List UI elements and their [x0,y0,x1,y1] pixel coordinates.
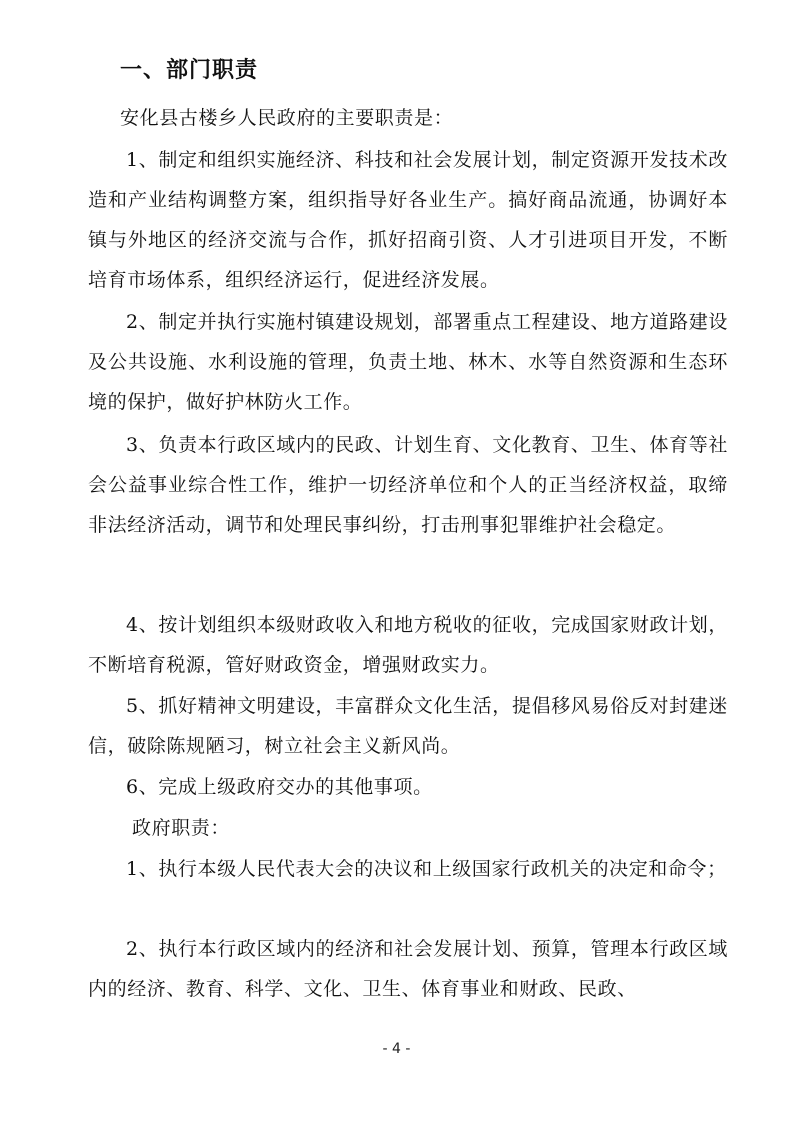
section-heading: 一、部门职责 [120,58,259,83]
government-duty-item-2: 2、执行本行政区域内的经济和社会发展计划、预算，管理本行政区域内的经济、教育、科学、文化、卫生、体育事业和财政、民政、 [88,938,728,1000]
duty-item-3: 3、负责本行政区域内的民政、计划生育、文化教育、卫生、体育等社会公益事业综合性工作，维护一切经济单位和个人的正当经济权益，取缔非法经济活动，调节和处理民事纠纷，打击刑事犯罪维护社会稳定。 [88,434,728,536]
page-number: - 4 - [382,1041,411,1057]
intro-paragraph: 安化县古楼乡人民政府的主要职责是： [120,107,454,129]
duty-item-6: 6、完成上级政府交办的其他事项。 [126,776,433,798]
government-duties-heading: 政府职责： [132,817,231,839]
duty-item-1: 1、制定和组织实施经济、科技和社会发展计划，制定资源开发技术改造和产业结构调整方案，组织指导好各业生产。搞好商品流通，协调好本镇与外地区的经济交流与合作，抓好招商引资、人才引进项目开发，不断培育市场体系，组织经济运行，促进经济发展。 [88,149,728,291]
government-duty-item-1: 1、执行本级人民代表大会的决议和上级国家行政机关的决定和命令； [126,858,727,880]
duty-item-2: 2、制定并执行实施村镇建设规划，部署重点工程建设、地方道路建设及公共设施、水利设施的管理，负责土地、林木、水等自然资源和生态环境的保护，做好护林防火工作。 [88,311,728,413]
duty-item-4: 4、按计划组织本级财政收入和地方税收的征收，完成国家财政计划，不断培育税源，管好财政资金，增强财政实力。 [88,614,728,676]
duty-item-5: 5、抓好精神文明建设，丰富群众文化生活，提倡移风易俗反对封建迷信，破除陈规陋习，树立社会主义新风尚。 [88,695,728,757]
